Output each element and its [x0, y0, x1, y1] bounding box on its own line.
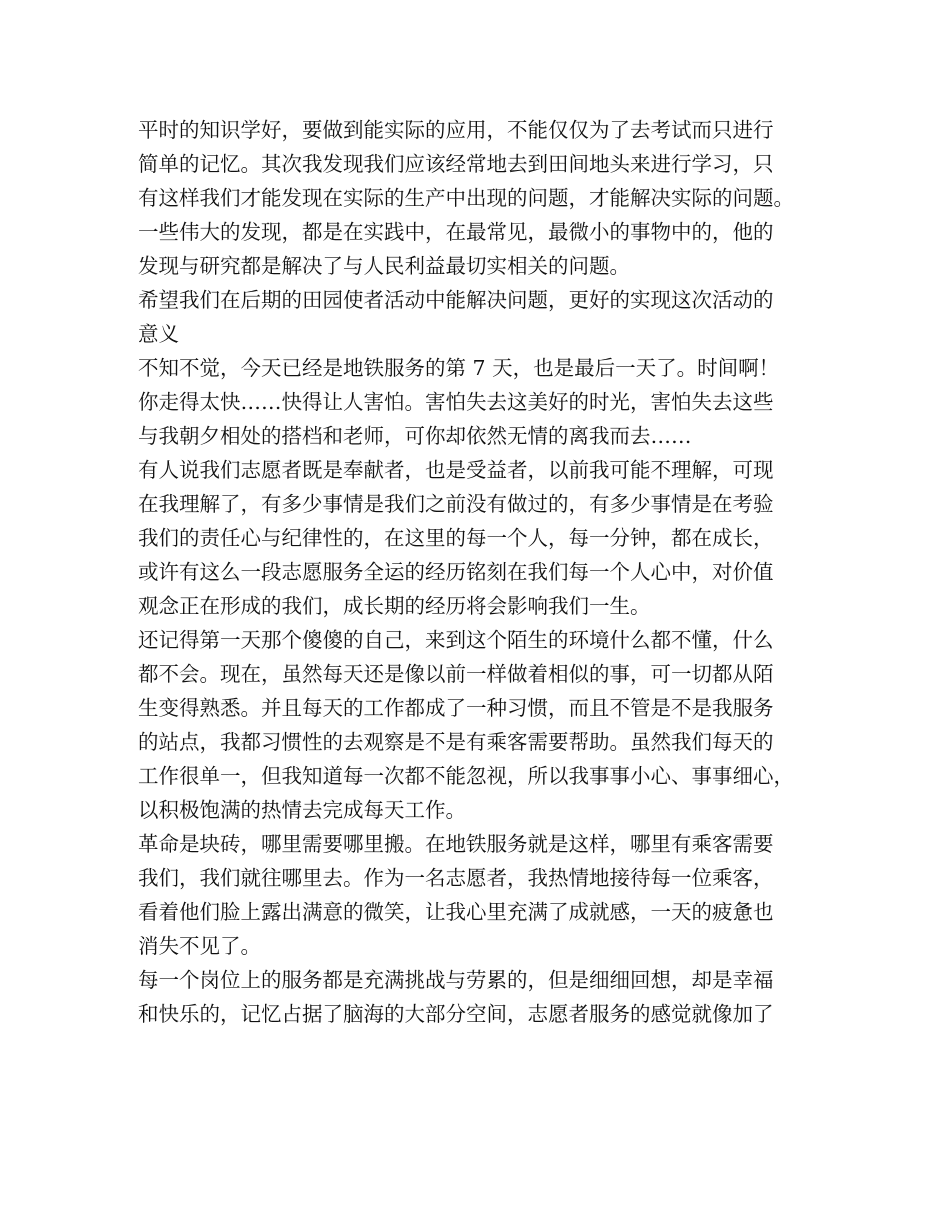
text-line: 有这样我们才能发现在实际的生产中出现的问题，才能解决实际的问题。 — [138, 186, 794, 210]
text-line: 在我理解了，有多少事情是我们之前没有做过的，有多少事情是在考验 — [138, 492, 774, 516]
text-line: 希望我们在后期的田园使者活动中能解决问题，更好的实现这次活动的 — [138, 288, 774, 312]
text-line: 一些伟大的发现，都是在实践中，在最常见，最微小的事物中的，他的 — [138, 220, 774, 244]
text-line: 平时的知识学好，要做到能实际的应用，不能仅仅为了去考试而只进行 — [138, 118, 774, 142]
text-line: 发现与研究都是解决了与人民利益最切实相关的问题。 — [138, 254, 630, 278]
text-line: 你走得太快……快得让人害怕。害怕失去这美好的时光，害怕失去这些 — [138, 390, 774, 414]
text-line: 工作很单一，但我知道每一次都不能忽视，所以我事事小心、事事细心， — [138, 764, 794, 788]
text-line: 都不会。现在，虽然每天还是像以前一样做着相似的事，可一切都从陌 — [138, 662, 774, 686]
text-line: 有人说我们志愿者既是奉献者，也是受益者，以前我可能不理解，可现 — [138, 458, 774, 482]
text-line: 与我朝夕相处的搭档和老师，可你却依然无情的离我而去…… — [138, 424, 692, 448]
text-line: 观念正在形成的我们，成长期的经历将会影响我们一生。 — [138, 594, 651, 618]
text-line: 不知不觉，今天已经是地铁服务的第 7 天，也是最后一天了。时间啊！ — [138, 356, 780, 380]
text-line: 简单的记忆。其次我发现我们应该经常地去到田间地头来进行学习，只 — [138, 152, 774, 176]
text-line: 和快乐的，记忆占据了脑海的大部分空间，志愿者服务的感觉就像加了 — [138, 1002, 774, 1026]
text-line: 还记得第一天那个傻傻的自己，来到这个陌生的环境什么都不懂，什么 — [138, 628, 774, 652]
text-line: 以积极饱满的热情去完成每天工作。 — [138, 798, 466, 822]
text-line: 革命是块砖，哪里需要哪里搬。在地铁服务就是这样，哪里有乘客需要 — [138, 832, 774, 856]
text-line: 每一个岗位上的服务都是充满挑战与劳累的，但是细细回想，却是幸福 — [138, 968, 774, 992]
document-body — [138, 113, 828, 1031]
text-line: 我们的责任心与纪律性的，在这里的每一个人，每一分钟，都在成长， — [138, 526, 774, 550]
text-line: 或许有这么一段志愿服务全运的经历铭刻在我们每一个人心中，对价值 — [138, 560, 774, 584]
text-line: 意义 — [138, 322, 179, 346]
text-line: 看着他们脸上露出满意的微笑，让我心里充满了成就感，一天的疲惫也 — [138, 900, 774, 924]
text-line: 生变得熟悉。并且每天的工作都成了一种习惯，而且不管是不是我服务 — [138, 696, 774, 720]
text-line: 消失不见了。 — [138, 934, 261, 958]
text-line: 的站点，我都习惯性的去观察是不是有乘客需要帮助。虽然我们每天的 — [138, 730, 774, 754]
text-line: 我们，我们就往哪里去。作为一名志愿者，我热情地接待每一位乘客， — [138, 866, 774, 890]
